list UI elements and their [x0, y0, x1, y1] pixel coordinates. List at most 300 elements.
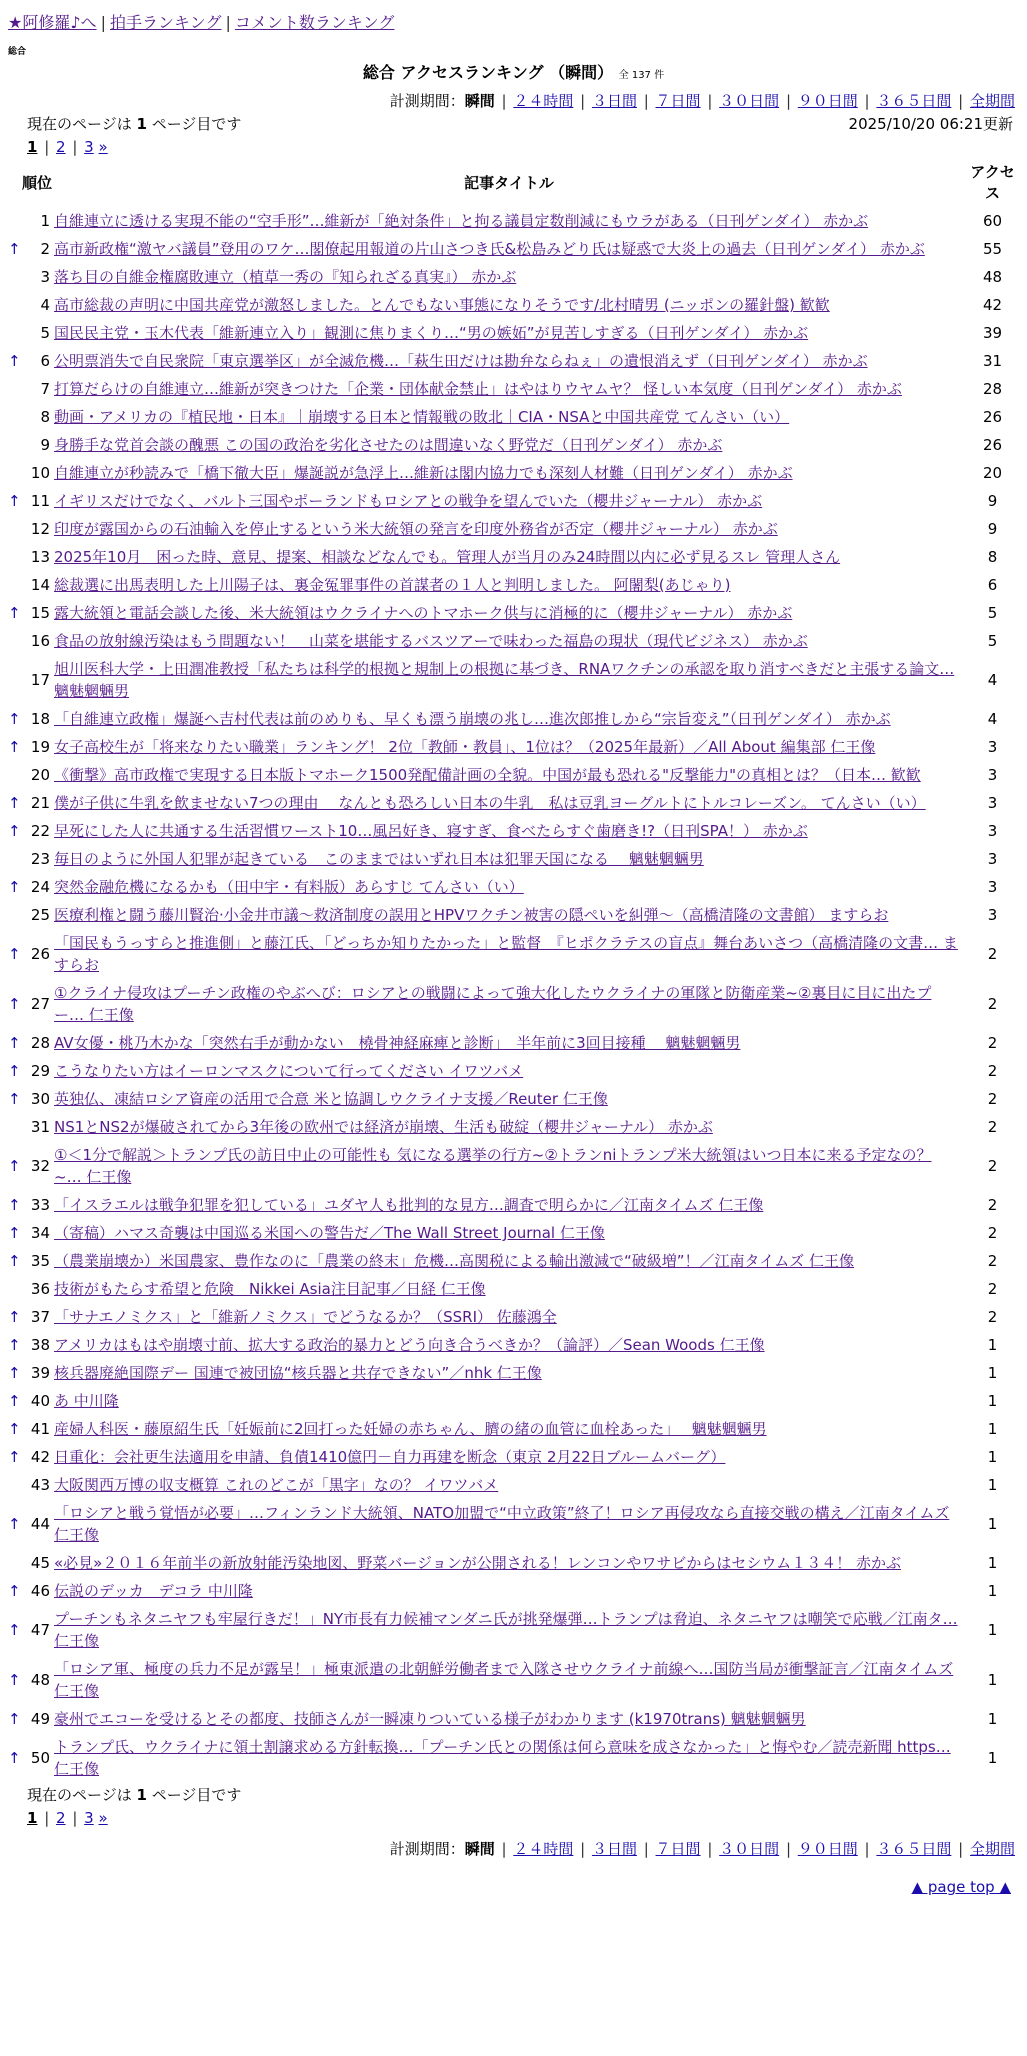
article-link[interactable]: トランプ氏、ウクライナに領土割譲求める方針転換…「プーチン氏との関係は何ら意味を成さなかった」と悔やむ／読売新聞 https… 仁王像	[54, 1738, 951, 1778]
access-count: 2	[987, 945, 998, 963]
access-count: 28	[982, 380, 1003, 398]
article-title-cell	[52, 733, 966, 761]
home-link[interactable]: ★阿修羅♪へ	[8, 13, 97, 32]
article-title-cell	[52, 1113, 966, 1141]
article-title-cell	[52, 291, 966, 319]
table-row	[8, 235, 1019, 263]
rank-number: 43	[30, 1476, 50, 1494]
period-link-4[interactable]: ９０日間	[797, 92, 858, 110]
table-row	[8, 375, 1019, 403]
access-count: 3	[987, 850, 998, 868]
up-arrow-icon: ↑	[8, 1196, 21, 1214]
article-link[interactable]: AV女優・桃乃木かな「突然右手が動かない 橈骨神経麻痺と診断」 半年前に3回目接種 魑魅魍魎男	[54, 1034, 741, 1052]
up-arrow-icon: ↑	[8, 492, 21, 510]
article-title-cell	[52, 929, 966, 979]
up-arrow-icon: ↑	[8, 240, 21, 258]
rank-number: 30	[30, 1090, 50, 1108]
bottom-period-link-5[interactable]: ３６５日間	[876, 1840, 952, 1858]
pagination-bottom	[8, 1806, 1019, 1830]
clap-ranking-link[interactable]: 拍手ランキング	[109, 13, 222, 32]
total-count: 全 137 件	[618, 70, 665, 81]
access-count: 4	[987, 671, 998, 689]
separator: |	[67, 138, 83, 156]
article-link[interactable]: 技術がもたらす希望と危険 Nikkei Asia注目記事／日経 仁王像	[54, 1280, 486, 1298]
access-count: 26	[982, 408, 1003, 426]
up-arrow-icon: ↑	[8, 822, 21, 840]
access-count: 1	[987, 1582, 998, 1600]
article-link[interactable]: 旭川医科大学・上田潤准教授「私たちは科学的根拠と規制上の根拠に基づき、RNAワクチンの承認を取り消すべきだと主張する論文… 魑魅魍魎男	[54, 660, 955, 700]
article-title-cell	[52, 403, 966, 431]
article-title-cell	[52, 1085, 966, 1113]
table-row	[8, 789, 1019, 817]
access-count: 42	[982, 296, 1003, 314]
up-arrow-icon: ↑	[8, 1090, 21, 1108]
article-title-cell	[52, 1057, 966, 1085]
article-link[interactable]: ①＜1分で解説＞トランプ氏の訪日中止の可能性も 気になる選挙の行方~②トランniトランプ米大統領はいつ日本に来る予定なの？~… 仁王像	[54, 1146, 932, 1186]
article-title-cell	[52, 1577, 966, 1605]
article-title-cell	[52, 1549, 966, 1577]
header-title: 記事タイトル	[464, 173, 554, 192]
up-arrow-icon: ↑	[8, 1582, 21, 1600]
article-title-cell	[52, 1471, 966, 1499]
rank-change-cell	[8, 1655, 22, 1705]
access-count: 55	[982, 240, 1003, 258]
table-row	[8, 263, 1019, 291]
article-title-cell	[52, 459, 966, 487]
rank-number: 44	[30, 1515, 50, 1533]
article-link[interactable]: 日重化：会社更生法適用を申請、負債1410億円－自力再建を断念（東京 2月22日ブルームバーグ）	[54, 1448, 726, 1466]
period-link-2[interactable]: ７日間	[655, 92, 701, 110]
access-count: 2	[987, 995, 998, 1013]
up-arrow-icon: ↑	[8, 1515, 21, 1533]
article-title-cell	[52, 1705, 966, 1733]
page-info-bottom	[8, 1784, 1019, 1806]
article-title-cell	[52, 789, 966, 817]
table-row	[8, 1113, 1019, 1141]
rank-number: 14	[30, 576, 50, 594]
rank-change-cell	[8, 571, 22, 599]
rank-number: 16	[30, 632, 50, 650]
rank-number: 6	[40, 352, 50, 370]
up-arrow-icon: ↑	[8, 352, 21, 370]
article-link[interactable]: 公明票消失で自民衆院「東京選挙区」が全滅危機…「萩生田だけは勘弁ならねぇ」の遺恨消えず（日刊ゲンダイ） 赤かぶ	[54, 352, 868, 370]
access-count: 2	[987, 1280, 998, 1298]
article-link[interactable]: （寄稿）ハマス奇襲は中国巡る米国への警告だ／The Wall Street Journal 仁王像	[54, 1224, 605, 1242]
article-title-cell	[52, 543, 966, 571]
article-title-cell	[52, 1359, 966, 1387]
article-link[interactable]: 伝説のデッカ デコラ 中川隆	[54, 1582, 253, 1600]
article-link[interactable]: 露大統領と電話会談した後、米大統領はウクライナへのトマホーク供与に消極的に（櫻井ジャーナル） 赤かぶ	[54, 604, 793, 622]
rank-number: 42	[30, 1448, 50, 1466]
table-row	[8, 1549, 1019, 1577]
pager-page-link[interactable]: 3	[84, 138, 94, 156]
category-label: 総合	[8, 47, 27, 57]
table-row	[8, 1655, 1019, 1705]
rank-change-cell	[8, 235, 22, 263]
access-count: 1	[987, 1749, 998, 1767]
article-link[interactable]: プーチンもネタニヤフも牢屋行きだ！」NY市長有力候補マンダニ氏が挑発爆弾…トランプは脅迫、ネタニヤフは嘲笑で応戦／江南タ… 仁王像	[54, 1610, 958, 1650]
rank-number: 12	[30, 520, 50, 538]
updated-time: 2025/10/20 06:21更新	[848, 115, 1013, 133]
rank-change-cell	[8, 817, 22, 845]
rank-number: 20	[30, 766, 50, 784]
article-title-cell	[52, 655, 966, 705]
table-row	[8, 845, 1019, 873]
article-title-cell	[52, 979, 966, 1029]
access-count: 1	[987, 1336, 998, 1354]
up-arrow-icon: ↑	[8, 1308, 21, 1326]
bottom-pager-page-link[interactable]: 2	[56, 1809, 66, 1827]
access-count: 3	[987, 878, 998, 896]
rank-number: 18	[30, 710, 50, 728]
page-top-link[interactable]: ▲ page top ▲	[911, 1878, 1011, 1896]
rank-change-cell	[8, 873, 22, 901]
article-title-cell	[52, 705, 966, 733]
page-info	[8, 113, 1019, 135]
article-link[interactable]: 《衝撃》高市政権で実現する日本版トマホーク1500発配備計画の全貌。中国が最も恐れる"反撃能力"の真相とは？（日本… 歓歓	[54, 766, 921, 784]
article-link[interactable]: 食品の放射線汚染はもう問題ない！ 山菜を堪能するバスツアーで味わった福島の現状（現代ビジネス） 赤かぶ	[54, 632, 808, 650]
rank-change-cell	[8, 1387, 22, 1415]
rank-change-cell	[8, 1191, 22, 1219]
rank-change-cell	[8, 1141, 22, 1191]
article-title-cell	[52, 375, 966, 403]
article-title-cell	[52, 515, 966, 543]
period-link-1[interactable]: ３日間	[591, 92, 637, 110]
article-link[interactable]: 自維連立に透ける実現不能の“空手形”…維新が「絶対条件」と拘る議員定数削減にもウラがある（日刊ゲンダイ） 赤かぶ	[54, 212, 869, 230]
period-link-6[interactable]: 全期間	[969, 92, 1015, 110]
bottom-period-label: 計測期間：	[389, 1840, 465, 1858]
article-link[interactable]: 毎日のように外国人犯罪が起きている このままではいずれ日本は犯罪天国になる 魑魅魍魎男	[54, 850, 704, 868]
table-row	[8, 761, 1019, 789]
access-count: 2	[987, 1157, 998, 1175]
article-link[interactable]: 「ロシア軍、極度の兵力不足が露呈！」極東派遣の北朝鮮労働者まで入隊させウクライナ前線へ…国防当局が衝撃証言／江南タイムズ 仁王像	[54, 1660, 954, 1700]
rank-change-cell	[8, 1499, 22, 1549]
table-row	[8, 873, 1019, 901]
rank-change-cell	[8, 1471, 22, 1499]
table-row	[8, 1499, 1019, 1549]
article-link[interactable]: 動画・アメリカの『植民地・日本』｜崩壊する日本と情報戦の敗北｜CIA・NSAと中国共産党 てんさい（い）	[54, 408, 790, 426]
separator: |	[39, 138, 55, 156]
article-link[interactable]: 2025年10月 困った時、意見、提案、相談などなんでも。管理人が当月のみ24時間以内に必ず見るスレ 管理人さん	[54, 548, 841, 566]
article-link[interactable]: 核兵器廃絶国際デー 国連で被団協“核兵器と共存できない”／nhk 仁王像	[54, 1364, 542, 1382]
period-link-3[interactable]: ３０日間	[719, 92, 780, 110]
pager-current: 1	[27, 138, 38, 156]
separator: |	[702, 92, 718, 110]
separator: |	[496, 1840, 512, 1858]
bottom-period-link-6[interactable]: 全期間	[969, 1840, 1015, 1858]
up-arrow-icon: ↑	[8, 1062, 21, 1080]
article-title-cell	[52, 901, 966, 929]
rank-change-cell	[8, 375, 22, 403]
bottom-period-current: 瞬間	[464, 1840, 495, 1858]
rank-change-cell	[8, 1219, 22, 1247]
access-count: 4	[987, 710, 998, 728]
up-arrow-icon: ↑	[8, 1621, 21, 1639]
up-arrow-icon: ↑	[8, 878, 21, 896]
article-link[interactable]: 僕が子供に牛乳を飲ませない7つの理由 なんとも恐ろしい日本の牛乳 私は豆乳ヨーグルトにトルコレーズン。 てんさい（い）	[54, 794, 926, 812]
rank-number: 38	[30, 1336, 50, 1354]
bottom-period-link-1[interactable]: ３日間	[591, 1840, 637, 1858]
article-link[interactable]: 豪州でエコーを受けるとその都度、技師さんが一瞬凍りついている様子がわかります (k1970trans) 魑魅魍魎男	[54, 1710, 806, 1728]
article-title-cell	[52, 1415, 966, 1443]
page-prefix: 現在のページは	[27, 1786, 132, 1804]
current-page-text	[27, 1784, 241, 1806]
rank-change-cell	[8, 431, 22, 459]
access-count: 1	[987, 1554, 998, 1572]
access-count: 3	[987, 906, 998, 924]
rank-number: 29	[30, 1062, 50, 1080]
article-title-cell	[52, 1655, 966, 1705]
table-row	[8, 459, 1019, 487]
rank-number: 50	[30, 1749, 50, 1767]
period-current: 瞬間	[464, 92, 495, 110]
table-row	[8, 1605, 1019, 1655]
access-count: 1	[987, 1392, 998, 1410]
access-count: 2	[987, 1034, 998, 1052]
rank-number: 4	[40, 296, 50, 314]
bottom-period-link-0[interactable]: ２４時間	[513, 1840, 574, 1858]
table-row	[8, 319, 1019, 347]
article-title-cell	[52, 1303, 966, 1331]
article-link[interactable]: 総裁選に出馬表明した上川陽子は、裏金冤罪事件の首謀者の１人と判明しました。 阿闍梨(あじゃり)	[54, 576, 731, 594]
rank-change-cell	[8, 979, 22, 1029]
article-link[interactable]: 英独仏、凍結ロシア資産の活用で合意 米と協調しウクライナ支援／Reuter 仁王像	[54, 1090, 608, 1108]
current-page-text	[27, 113, 241, 135]
article-link[interactable]: ①クライナ侵攻はプーチン政権のやぶへび：ロシアとの戦闘によって強大化したウクライナの軍隊と防衛産業~②裏目に目に出たプー… 仁王像	[54, 984, 932, 1024]
rank-change-cell	[8, 599, 22, 627]
rank-change-cell	[8, 543, 22, 571]
article-title-cell	[52, 1499, 966, 1549]
rank-number: 23	[30, 850, 50, 868]
table-row	[8, 487, 1019, 515]
header-rank: 順位	[22, 173, 53, 192]
table-header	[8, 160, 1019, 207]
access-count: 5	[987, 604, 998, 622]
article-link[interactable]: 落ち目の自維金権腐敗連立（植草一秀の『知られざる真実』） 赤かぶ	[54, 268, 517, 286]
rank-number: 45	[30, 1554, 50, 1572]
article-link[interactable]: 「サナエノミクス」と「維新ノミクス」でどうなるか？（SSRI） 佐藤鴻全	[54, 1308, 557, 1326]
article-link[interactable]: 打算だらけの自維連立…維新が突きつけた「企業・団体献金禁止」はやはりウヤムヤ？ 怪しい本気度（日刊ゲンダイ） 赤かぶ	[54, 380, 902, 398]
article-link[interactable]: NS1とNS2が爆破されてから3年後の欧州では経済が崩壊、生活も破綻（櫻井ジャーナル） 赤かぶ	[54, 1118, 713, 1136]
period-selector	[8, 90, 1019, 112]
access-count: 6	[987, 576, 998, 594]
rank-number: 19	[30, 738, 50, 756]
article-link[interactable]: 女子高校生が「将来なりたい職業」ランキング！ 2位「教師・教員」、1位は？（2025年最新）／All About 編集部 仁王像	[54, 738, 876, 756]
table-row	[8, 347, 1019, 375]
article-link[interactable]: 印度が露国からの石油輸入を停止するという米大統領の発言を印度外務省が否定（櫻井ジャーナル） 赤かぶ	[54, 520, 778, 538]
article-title-cell	[52, 817, 966, 845]
page-prefix: 現在のページは	[27, 115, 132, 133]
rank-number: 15	[30, 604, 50, 622]
access-count: 2	[987, 1118, 998, 1136]
article-link[interactable]: 大阪関西万博の収支概算 これのどこが「黒字」なの？ イワツバメ	[54, 1476, 499, 1494]
rank-change-cell	[8, 845, 22, 873]
up-arrow-icon: ↑	[8, 1420, 21, 1438]
access-count: 1	[987, 1710, 998, 1728]
article-title-cell	[52, 1331, 966, 1359]
comment-ranking-link[interactable]: コメント数ランキング	[234, 13, 395, 32]
article-title-cell	[52, 235, 966, 263]
article-link[interactable]: 「ロシアと戦う覚悟が必要」…フィンランド大統領、NATO加盟で“中立政策”終了！ロシア再侵攻なら直接交戦の構え／江南タイムズ 仁王像	[54, 1504, 950, 1544]
table-row	[8, 1085, 1019, 1113]
rank-change-cell	[8, 1415, 22, 1443]
article-link[interactable]: 自維連立が秒読みで「橋下徹大臣」爆誕説が急浮上…維新は閣内協力でも深刻人材難（日刊ゲンダイ） 赤かぶ	[54, 464, 793, 482]
access-count: 1	[987, 1420, 998, 1438]
rank-number: 17	[30, 671, 50, 689]
bottom-period-link-3[interactable]: ３０日間	[719, 1840, 780, 1858]
article-title-cell	[52, 347, 966, 375]
table-row	[8, 1029, 1019, 1057]
rank-number: 3	[40, 268, 50, 286]
table-row	[8, 655, 1019, 705]
up-arrow-icon: ↑	[8, 995, 21, 1013]
access-count: 48	[982, 268, 1003, 286]
separator: |	[953, 1840, 968, 1858]
article-link[interactable]: 高市新政権“激ヤバ議員”登用のワケ…閣僚起用報道の片山さつき氏&松島みどり氏は疑惑で大炎上の過去（日刊ゲンダイ） 赤かぶ	[54, 240, 925, 258]
access-count: 8	[987, 548, 998, 566]
ranking-rows	[8, 207, 1019, 1783]
rank-number: 5	[40, 324, 50, 342]
access-count: 31	[982, 352, 1003, 370]
access-count: 1	[987, 1476, 998, 1494]
rank-number: 31	[30, 1118, 50, 1136]
article-link[interactable]: アメリカはもはや崩壊寸前、拡大する政治的暴力とどう向き合うべきか？（論評）／Sean Woods 仁王像	[54, 1336, 765, 1354]
article-link[interactable]: 産婦人科医・藤原紹生氏「妊娠前に2回打った妊婦の赤ちゃん、臍の緒の血管に血栓あった」 魑魅魍魎男	[54, 1420, 767, 1438]
up-arrow-icon: ↑	[8, 1671, 21, 1689]
access-count: 26	[982, 436, 1003, 454]
article-link[interactable]: 早死にした人に共通する生活習慣ワースト10…風呂好き、寝すぎ、食べたらすぐ歯磨き!?（日刊SPA！） 赤かぶ	[54, 822, 808, 840]
page-top-area	[8, 1876, 1019, 1912]
rank-number: 40	[30, 1392, 50, 1410]
article-link[interactable]: こうなりたい方はイーロンマスクについて行ってください イワツバメ	[54, 1062, 524, 1080]
table-row	[8, 431, 1019, 459]
rank-number: 41	[30, 1420, 50, 1438]
article-title-cell	[52, 1029, 966, 1057]
separator: |	[638, 1840, 654, 1858]
current-page-number: 1	[136, 1786, 147, 1804]
article-link[interactable]: 国民民主党・玉木代表「維新連立入り」観測に焦りまくり…“男の嫉妬”が見苦しすぎる（日刊ゲンダイ） 赤かぶ	[54, 324, 809, 342]
access-count: 39	[982, 324, 1003, 342]
rank-number: 7	[40, 380, 50, 398]
article-link[interactable]: （農業崩壊か）米国農家、豊作なのに「農業の終末」危機…高関税による輸出激減で“破級増”！／江南タイムズ 仁王像	[54, 1252, 855, 1270]
rank-number: 26	[30, 945, 50, 963]
table-row	[8, 1359, 1019, 1387]
article-link[interactable]: イギリスだけでなく、バルト三国やポーランドもロシアとの戦争を望んでいた（櫻井ジャーナル） 赤かぶ	[54, 492, 763, 510]
rank-change-cell	[8, 733, 22, 761]
up-arrow-icon: ↑	[8, 794, 21, 812]
table-row	[8, 599, 1019, 627]
up-arrow-icon: ↑	[8, 1224, 21, 1242]
access-count: 1	[987, 1621, 998, 1639]
access-count: 2	[987, 1196, 998, 1214]
article-link[interactable]: 身勝手な党首会談の醜悪 この国の政治を劣化させたのは間違いなく野党だ（日刊ゲンダイ） 赤かぶ	[54, 436, 723, 454]
article-link[interactable]: 「自維連立政権」爆誕へ吉村代表は前のめりも、早くも漂う崩壊の兆し…進次郎推しから“宗旨変え”（日刊ゲンダイ） 赤かぶ	[54, 710, 891, 728]
pagination	[8, 135, 1019, 159]
article-link[interactable]: 突然金融危機になるかも（田中宇・有料版）あらすじ てんさい（い）	[54, 878, 524, 896]
article-title-cell	[52, 761, 966, 789]
table-row	[8, 979, 1019, 1029]
access-count: 3	[987, 738, 998, 756]
separator: |	[100, 13, 106, 32]
rank-change-cell	[8, 1443, 22, 1471]
rank-change-cell	[8, 1085, 22, 1113]
rank-number: 37	[30, 1308, 50, 1326]
page-suffix: ページ目です	[151, 115, 242, 133]
article-title-cell	[52, 1443, 966, 1471]
rank-change-cell	[8, 1605, 22, 1655]
rank-number: 48	[30, 1671, 50, 1689]
article-title-cell	[52, 207, 966, 235]
pager-next-link[interactable]: »	[98, 138, 108, 156]
separator: |	[39, 1809, 55, 1827]
separator: |	[575, 1840, 590, 1858]
up-arrow-icon: ↑	[8, 1749, 21, 1767]
rank-number: 24	[30, 878, 50, 896]
pager-page-link[interactable]: 2	[56, 138, 66, 156]
rank-number: 8	[40, 408, 50, 426]
article-link[interactable]: 高市総裁の声明に中国共産党が激怒しました。とんでもない事態になりそうです/北村晴男 (ニッポンの羅針盤) 歓歓	[54, 296, 830, 314]
article-link[interactable]: 医療利権と闘う藤川賢治·小金井市議〜救済制度の誤用とHPVワクチン被害の隠ぺいを糾弾〜（高橋清隆の文書館） ますらお	[54, 906, 889, 924]
article-link[interactable]: 「イスラエルは戦争犯罪を犯している」ユダヤ人も批判的な見方…調査で明らかに／江南タイムズ 仁王像	[54, 1196, 764, 1214]
separator: |	[575, 92, 590, 110]
access-count: 2	[987, 1090, 998, 1108]
table-row	[8, 291, 1019, 319]
article-title-cell	[52, 263, 966, 291]
article-link[interactable]: あ 中川隆	[54, 1392, 119, 1410]
rank-change-cell	[8, 459, 22, 487]
article-title-cell	[52, 1247, 966, 1275]
rank-change-cell	[8, 1113, 22, 1141]
access-count: 2	[987, 1224, 998, 1242]
article-link[interactable]: «必見»２０１６年前半の新放射能汚染地図、野菜バージョンが公開される！レンコンやワサビからはセシウム１３４！ 赤かぶ	[54, 1554, 902, 1572]
rank-number: 11	[30, 492, 50, 510]
separator: |	[67, 1809, 83, 1827]
table-row	[8, 1141, 1019, 1191]
bottom-pager-page-link[interactable]: 3	[84, 1809, 94, 1827]
ranking-table	[8, 160, 1019, 1783]
access-count: 20	[982, 464, 1003, 482]
up-arrow-icon: ↑	[8, 1392, 21, 1410]
rank-change-cell	[8, 789, 22, 817]
article-title-cell	[52, 1219, 966, 1247]
article-title-cell	[52, 873, 966, 901]
access-count: 1	[987, 1364, 998, 1382]
bottom-pager-current: 1	[27, 1809, 38, 1827]
bottom-period-link-4[interactable]: ９０日間	[797, 1840, 858, 1858]
bottom-pager-next-link[interactable]: »	[98, 1809, 108, 1827]
rank-number: 2	[40, 240, 50, 258]
rank-change-cell	[8, 1549, 22, 1577]
rank-change-cell	[8, 1331, 22, 1359]
separator: |	[638, 92, 654, 110]
rank-change-cell	[8, 319, 22, 347]
rank-number: 21	[30, 794, 50, 812]
table-row	[8, 929, 1019, 979]
period-link-5[interactable]: ３６５日間	[876, 92, 952, 110]
rank-change-cell	[8, 403, 22, 431]
bottom-period-link-2[interactable]: ７日間	[655, 1840, 701, 1858]
rank-change-cell	[8, 627, 22, 655]
table-row	[8, 515, 1019, 543]
access-count: 3	[987, 794, 998, 812]
table-row	[8, 901, 1019, 929]
separator: |	[225, 13, 231, 32]
article-link[interactable]: 「国民もうっすらと推進側」と藤江氏、「どっちか知りたかった」と監督 『ヒポクラテスの盲点』舞台あいさつ（高橋清隆の文書… ますらお	[54, 934, 958, 974]
period-link-0[interactable]: ２４時間	[513, 92, 574, 110]
rank-change-cell	[8, 1733, 22, 1783]
rank-number: 39	[30, 1364, 50, 1382]
separator: |	[953, 92, 968, 110]
